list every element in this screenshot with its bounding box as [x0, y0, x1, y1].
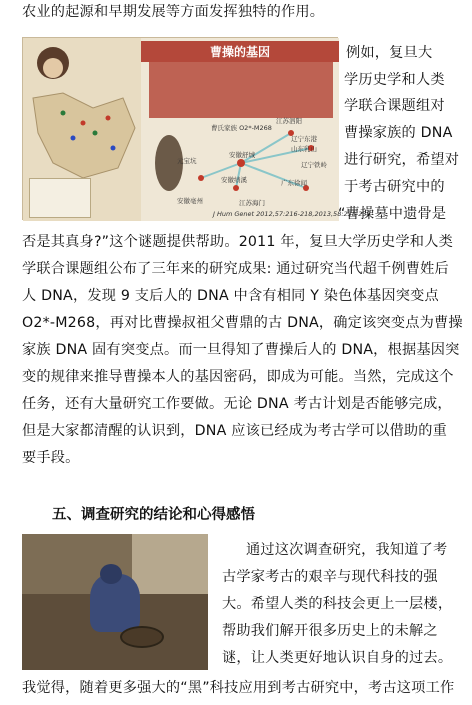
text-line: 谜，让人类更好地认识自身的过去。 — [222, 650, 453, 666]
text-line: 但是大家都清醒的认识到，DNA 应该已经成为考古学可以借助的重 — [22, 423, 448, 439]
text-line: 大。希望人类的科技会更上一层楼， — [222, 596, 453, 612]
text-line: 否是其真身?”这个谜题提供帮助。2011 年，复旦大学历史学和人类 — [22, 234, 453, 250]
place-label: 江苏海门 — [239, 199, 265, 207]
place-label: 广东徐闻 — [281, 179, 307, 187]
place-label: 辽宁东港 — [291, 135, 317, 143]
text-line: 帮助我们解开很多历史上的未解之 — [222, 623, 438, 639]
text-line: 人 DNA，发现 9 支后人的 DNA 中含有相同 Y 染色体基因突变点 — [22, 288, 439, 304]
place-label: 安徽舒城 — [229, 151, 255, 159]
gene-info-panel — [141, 38, 339, 221]
text-line: 于考古研究中的 — [344, 179, 445, 195]
archaeologist-head — [100, 564, 122, 584]
text-line: 任务，还有大量研究工作要做。无论 DNA 考古计划是否能够完成， — [22, 396, 452, 412]
text-line: 古学家考古的艰辛与现代科技的强 — [222, 569, 438, 585]
section-heading: 五、调查研究的结论和心得感悟 — [52, 507, 255, 523]
text-line: 学历史学和人类 — [344, 72, 445, 88]
text-line: 农业的起源和早期发展等方面发挥独特的作用。 — [22, 4, 325, 20]
marker-label: 曹氏家族 O2*-M268 — [211, 124, 272, 132]
text-line: 学联合课题组公布了三年来的研究成果: 通过研究当代超千例曹姓后 — [22, 261, 449, 277]
artifact-icon — [120, 626, 164, 648]
figure-title: 曹操的基因 — [141, 41, 339, 62]
excavation-photo — [22, 534, 208, 670]
text-line: 曹操家族的 DNA — [344, 125, 453, 141]
cao-cao-gene-figure — [22, 37, 371, 220]
text-line: 例如，复旦大 — [346, 45, 433, 61]
text-line: 通过这次调查研究，我知道了考 — [246, 542, 448, 558]
text-line: O2*-M268，再对比曹操叔祖父曹鼎的古 DNA，确定该突变点为曹操 — [22, 315, 463, 331]
place-label: 安徽绩溪 — [221, 176, 247, 184]
place-label: 安徽亳州 — [177, 197, 203, 205]
place-label: 江苏泗阳 — [276, 117, 302, 125]
place-label: 辽宁铁岭 — [301, 161, 327, 169]
text-line: 学联合课题组对 — [344, 98, 445, 114]
text-line: 变的规律来推导曹操本人的基因密码，即成为可能。当然，完成这个 — [22, 369, 454, 385]
text-line: 家族 DNA 固有突变点。而一旦得知了曹操后人的 DNA，根据基因突 — [22, 342, 460, 358]
text-line: “曹操墓中遗骨是 — [338, 206, 447, 222]
map-legend — [29, 178, 91, 218]
text-line: 进行研究，希望对 — [344, 152, 460, 168]
text-line: 要手段。 — [22, 450, 80, 466]
journal-citation: J Hum Genet 2012,57:216-218,2013,58:238-239 — [213, 210, 371, 218]
text-line: 我觉得，随着更多强大的“黑”科技应用到考古研究中，考古这项工作 — [22, 680, 455, 696]
place-label: 山东乳山 — [291, 145, 317, 153]
distribution-map — [23, 38, 141, 221]
place-label: 元宝坑 — [177, 157, 197, 165]
